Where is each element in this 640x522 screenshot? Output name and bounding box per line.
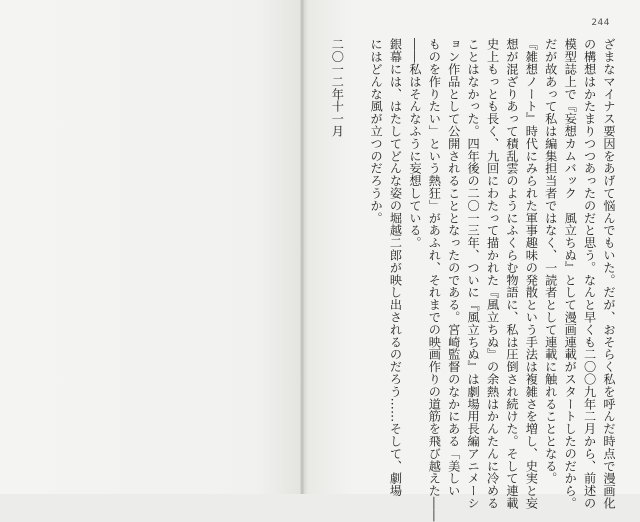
text-line: ものを作りたい」という熱狂」があふれ、それまでの映画作りの道筋を飛び越えた――: [427, 38, 442, 522]
right-page: [304, 0, 640, 522]
text-line: ――私はそんなふうに妄想している。: [407, 38, 422, 249]
text-line: にはどんな風が立つのだろうか。: [369, 38, 384, 224]
vertical-text-block: [330, 38, 618, 522]
text-line: 銀幕には、はたしてどんな姿の堀越二郎が映し出されるのだろう……そして、劇場: [388, 38, 403, 497]
page-number: 244: [591, 18, 610, 28]
left-page-blank: [0, 0, 300, 494]
text-line: ざまなマイナス要因をあげて悩んでもいた。だが、おそらく私を呼んだ時点で漫画化: [602, 38, 616, 510]
line-gap: [346, 38, 365, 478]
text-line: だが故あって私は編集担当者ではなく、一読者として連載に触れることとなる。: [543, 38, 558, 485]
text-line: 想が混ざりあって積乱雲のようにふくらむ物語に、私は圧倒され続けた。そして連載: [504, 38, 519, 510]
text-line: の構想はかたまりつつあったのだと思う。なんと早くも二〇〇九年二月から、前述の: [582, 38, 597, 510]
date-line: 二〇一二年十一月: [330, 38, 345, 138]
text-line: 模型誌上で『妄想カムバック 風立ちぬ』として漫画連載がスタートしたのだから。: [563, 38, 578, 510]
text-line: ョン作品として公開されることとなったのである。宮崎監督のなかにある「美しい: [446, 38, 461, 497]
text-line: 史上もっとも長く、九回にわたって描かれた『風立ちぬ』の余熱はかんたんに冷める: [485, 38, 500, 510]
text-line: 『雑想ノート』時代にみられた軍事趣味の発散という手法は複雑さを増し、史実と妄: [524, 38, 539, 510]
text-line: ことはなかった。四年後の二〇一三年、ついに『風立ちぬ』は劇場用長編アニメーシ: [466, 38, 481, 510]
